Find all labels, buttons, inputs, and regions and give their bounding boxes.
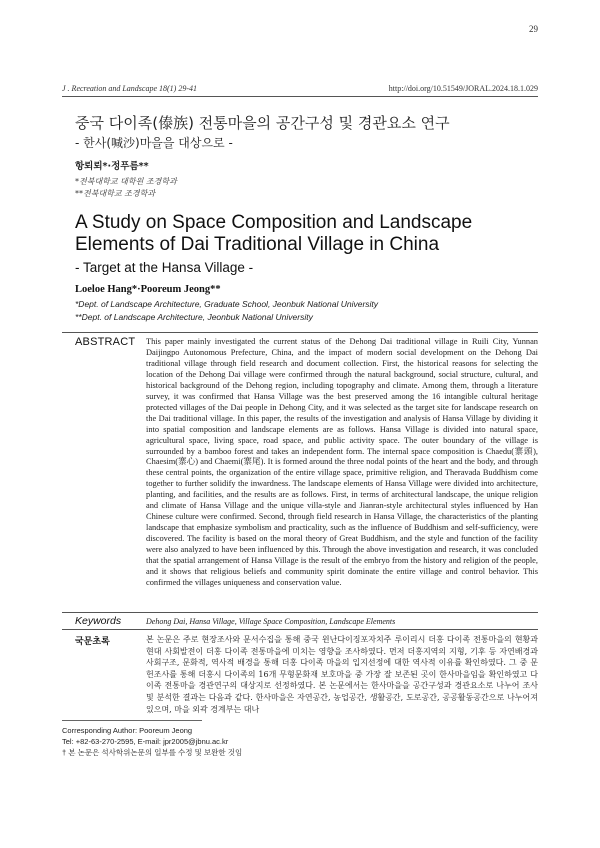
keywords-bottom-rule <box>62 629 538 630</box>
english-authors: Loeloe Hang*·Pooreum Jeong** <box>75 284 221 295</box>
english-affiliation-2: **Dept. of Landscape Architecture, Jeonbuk National University <box>75 311 313 322</box>
abstract-label: ABSTRACT <box>75 336 136 348</box>
english-affiliations <box>75 298 378 323</box>
english-subtitle: - Target at the Hansa Village - <box>75 260 254 275</box>
keywords-label: Keywords <box>75 615 122 627</box>
keywords-text: Dehong Dai, Hansa Village, Village Space Composition, Landscape Elements <box>146 617 396 626</box>
keywords-top-rule <box>62 612 538 613</box>
korean-subtitle: - 한사(喊沙)마을을 대상으로 - <box>75 136 233 150</box>
korean-affiliations <box>75 176 177 200</box>
korean-authors: 항뢰뢰*·정푸름** <box>75 161 149 172</box>
footnote-rule <box>62 720 202 721</box>
doi-link[interactable]: http://doi.org/10.51549/JORAL.2024.18.1.029 <box>388 84 538 93</box>
running-header <box>62 84 538 93</box>
footnote <box>62 725 242 758</box>
korean-affiliation-1: *전북대학교 대학원 조경학과 <box>75 177 177 186</box>
journal-citation: J . Recreation and Landscape 18(1) 29-41 <box>62 84 198 93</box>
abstract-text: This paper mainly investigated the current status of the Dehong Dai traditional village in Ruili City, Yunnan Daijingpo Autonomous Prefecture, China, and the impact of modern social development on the Dehong Dai traditional village through field research and document collection. First, the historical reasons for selecting the location of the Dehong Dai village were confirmed through the natural background, social structure, cultural, and historical background of the Dehong region, including topography and climate. Among them, through a literature survey, it was confirmed that Hansa Village was the best preserved among the 16 intangible cultural heritage protected villages of the Dai people in Dehong City, and it was selected as the target site for landscape research on the Dai traditional village. In this paper, the results of the investigation and analysis of Hansa Village by dividing it into spatial composition and landscape elements are as follows. Hansa Village is divided into natural space, agricultural space, living space, road space, and public activity space. The outer boundary of the village is surrounded by a bamboo forest and takes an independent form. The internal space composition is Chaedu(寨頭), Chaesim(寨心) and Chaemi(寨尾). It is formed around the three nodal points of the heart and the body, and through these central points, the organization of the entire village space, primitive religion, and Theravada Buddhism come together to further solidify the inwardness. The landscape elements of Hansa Village were divided into architecture, planting, and facilities, and the results are as follows. First, in terms of architectural landscape, the unique religion and climate of Hansa Village and the unique villa-style and Jianran-style architectural styles influenced by Han Chinese culture were confirmed. Second, through field research in Hansa Village, the characteristics of the planting landscape that emphasize symbolism and practicality, such as the influence of Buddhism and self-sufficiency, were discovered. The facility is based on the moral theory of Great Buddhism, and the style and function of the facility were also analyzed to have been influenced by this. Through the above investigation and research, it was concluded that the spatial arrangement of Hansa Village is the result of the embryo from the history and religion of the people, and it shows that religious beliefs and community spirit dominate the entire village and control behavior. This confirmed the villages uniqueness and conservation value. <box>146 337 538 587</box>
korean-affiliation-2: **전북대학교 조경학과 <box>75 189 156 198</box>
korean-abstract-text: 본 논문은 주로 현장조사와 문서수집을 통해 중국 윈난다이징포자치주 루이리시 더홍 다이족 전통마을의 현황과 현대 사회발전이 더홍 다이족 전통마을에 미치는 영향을 조사하였다. 먼저 더홍지역의 지형, 기후 등 자연배경과 사회구조, 문화적, 역사적 배경을 통해 더홍 다이족 마을의 입지선정에 대한 역사적 이유를 확인하였다. 그 중 문헌조사를 통해 더홍시 다이족의 16개 무형문화재 보호마을 중 가장 잘 보존된 곳이 한사마을임을 확인하였고 다이족 전통마을 경관연구의 대상지로 선정하였다. 본 논문에서는 한사마을을 공간구성과 경관요소로 나누어 조사 및 분석한 결과는 다음과 같다. 한사마을은 자연공간, 농업공간, 생활공간, 도로공간, 공공활동공간으로 나누어져 있으며, 마을 외곽 경계부는 대나 <box>146 635 538 714</box>
abstract-top-rule <box>62 332 538 333</box>
contact-info: Tel: +82-63-270-2595, E-mail: jpr2005@jbnu.ac.kr <box>62 737 229 746</box>
korean-title: 중국 다이족(傣族) 전통마을의 공간구성 및 경관요소 연구 <box>75 114 450 132</box>
corresponding-author: Corresponding Author: Pooreum Jeong <box>62 726 193 735</box>
header-rule <box>62 96 538 97</box>
korean-abstract-label: 국문초록 <box>75 637 110 647</box>
english-affiliation-1: *Dept. of Landscape Architecture, Graduate School, Jeonbuk National University <box>75 299 379 309</box>
thesis-note: † 본 논문은 석사학위논문의 일부를 수정 및 보완한 것임 <box>62 748 243 757</box>
page-number: 29 <box>529 24 538 34</box>
english-title: A Study on Space Composition and Landscape Elements of Dai Traditional Village in China <box>75 212 473 255</box>
